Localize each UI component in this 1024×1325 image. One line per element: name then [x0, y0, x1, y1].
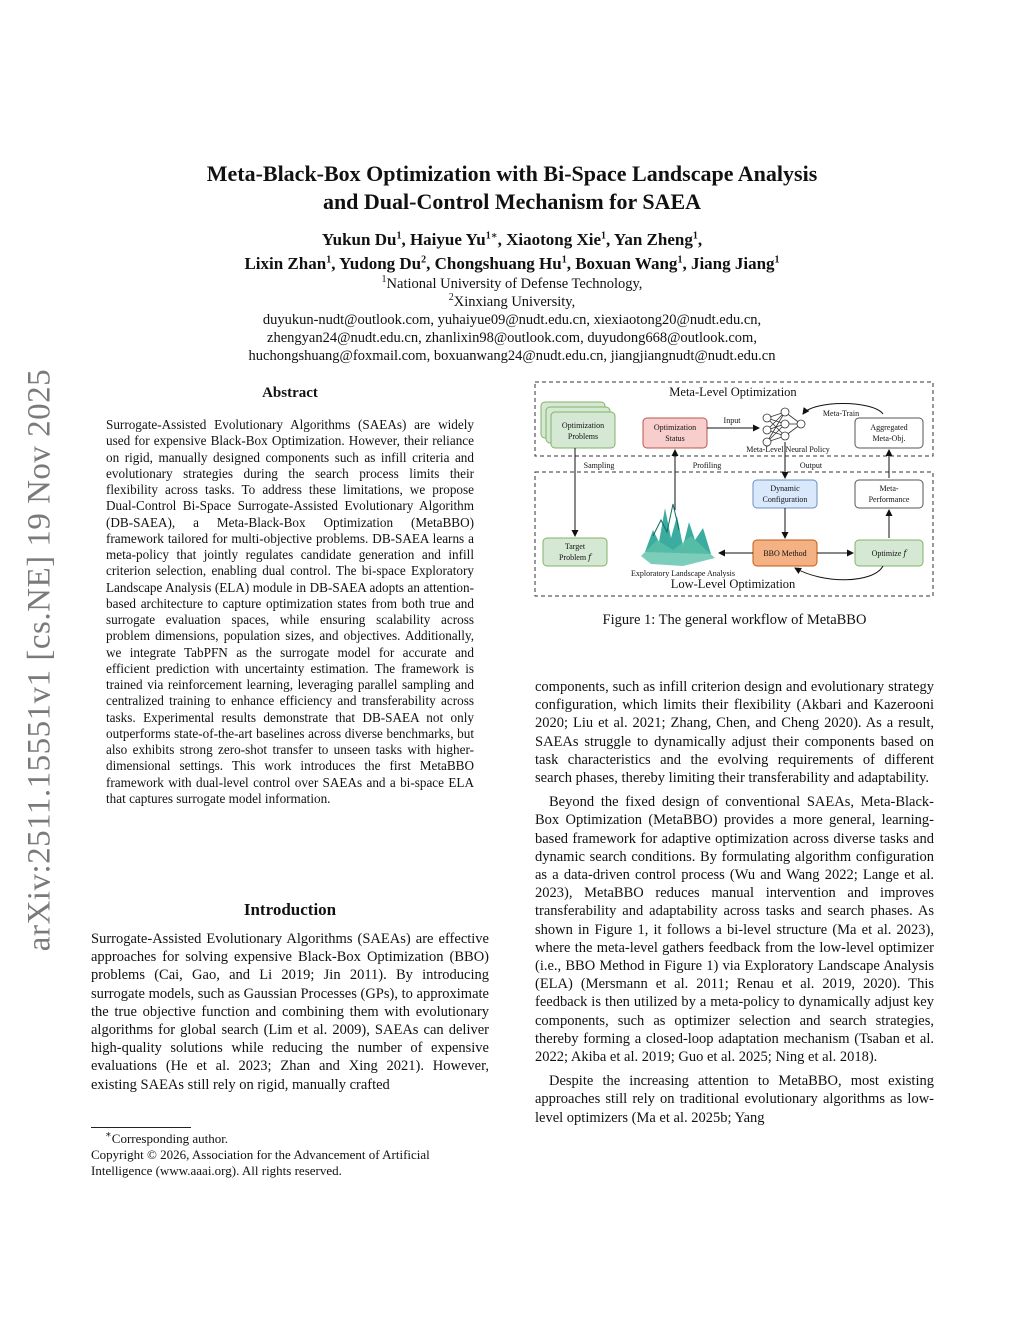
- dynamic-config-label-1: Dynamic: [770, 484, 800, 493]
- landscape-surface-icon: [641, 504, 715, 566]
- introduction-text: Surrogate-Assisted Evolutionary Algorithms (SAEAs) are effective approaches for solving expensive Black-Box Optimization (BBO) problems (Cai, Gao, and Li 2019; Jin 2011). By introducing surrogate models, such as Gaussian Processes (GPs), to approximate the true objective function and combining them with evolutionary algorithms for global search (Lim et al. 2009), SAEAs can deliver high-quality solutions while reducing the number of expensive evaluations (He et al. 2023; Zhan and Xing 2021). However, existing SAEAs still rely on rigid, manually crafted: [91, 931, 489, 1093]
- meta-performance-label-2: Performance: [868, 495, 910, 504]
- author-sup: 1: [601, 230, 607, 242]
- low-level-label: Low-Level Optimization: [670, 577, 796, 591]
- author-sup: 1: [692, 230, 698, 242]
- figure-metabbo-workflow: [533, 380, 935, 600]
- workflow-diagram: [533, 380, 935, 600]
- optimize-f-label: Optimize 𝑓: [871, 549, 907, 558]
- email-line-3: huchongshuang@foxmail.com, boxuanwang24@nudt.edu.cn, jiangjiangnudt@nudt.edu.cn: [248, 348, 776, 364]
- optimize-loop-arrow: [795, 566, 883, 580]
- copyright-note: Copyright © 2026, Association for the Advancement of Artificial Intelligence (www.aaai.org). All rights reserved.: [91, 1147, 430, 1178]
- affiliation-2: $^2$Xinxiang University,: [448, 292, 576, 310]
- affiliation-1: $^1$National University of Defense Technology,: [381, 274, 643, 292]
- author-line-1: Yukun Du$^1$, Haiyue $Yu^{1∗}$, Xiaotong Xie$^1$, Yan Zheng$^1$,: [321, 230, 703, 249]
- figure-caption: Figure 1: The general workflow of MetaBBO: [602, 612, 867, 628]
- aggregated-label-2: Meta-Obj.: [872, 434, 906, 443]
- arxiv-identifier: arXiv:2511.15551v1 [cs.NE] 19 Nov 2025: [21, 368, 58, 952]
- bbo-method-label: BBO Method: [763, 549, 807, 558]
- author-name: Jiang Jiang: [690, 254, 775, 273]
- introduction-heading: Introduction: [243, 900, 337, 919]
- input-label: Input: [723, 416, 741, 425]
- email-line-2: zhengyan24@nudt.edu.cn, zhanlixin98@outlook.com, duyudong668@outlook.com,: [267, 330, 757, 346]
- footnote: [91, 1131, 489, 1179]
- meta-train-label: Meta-Train: [822, 409, 860, 418]
- author-name: Lixin Zhan: [244, 254, 327, 273]
- author-name: Yudong Du: [339, 254, 422, 273]
- optimization-status-label-2: Status: [665, 434, 685, 443]
- ela-label: Exploratory Landscape Analysis: [631, 569, 735, 578]
- corresponding-author-note: ∗Corresponding author.: [105, 1129, 229, 1146]
- author-name: Yan Zheng: [613, 230, 693, 249]
- paper-title: [120, 160, 904, 216]
- author-name: Haiyue Yu: [409, 230, 486, 249]
- author-sup: 1: [774, 254, 780, 266]
- optimization-problems-label-2: Problems: [567, 432, 599, 441]
- optimization-problems-box: [551, 412, 615, 448]
- title-line-1: Meta-Black-Box Optimization with Bi-Space Landscape Analysis: [206, 161, 818, 186]
- footnote-rule: [91, 1127, 191, 1128]
- author-name: Xiaotong Xie: [506, 230, 602, 249]
- paragraph: components, such as infill criterion design and evolutionary strategy configuration, which limits their flexibility (Akbari and Kazerooni 2020; Liu et al. 2021; Zhang, Chen, and Cheng 2020). As a result, SAEAs struggle to dynamically adjust their components based on task characteristics and the evolving requirements of different search phases, thereby limiting their transferability and adaptability.: [535, 679, 934, 787]
- author-name: Boxuan Wang: [575, 254, 678, 273]
- optimization-status-label-1: Optimization: [653, 423, 697, 432]
- neural-network-icon: [763, 408, 805, 446]
- author-list: [120, 228, 904, 276]
- dynamic-config-label-2: Configuration: [762, 495, 808, 504]
- meta-level-label: Meta-Level Optimization: [669, 385, 797, 399]
- aggregated-label-1: Aggregated: [870, 423, 908, 432]
- target-problem-label-2: Problem 𝑓: [558, 553, 592, 562]
- paragraph: Despite the increasing attention to MetaBBO, most existing approaches still rely on traditional evolutionary algorithms as low-level optimizers (Ma et al. 2025b; Yang: [535, 1073, 934, 1126]
- target-problem-label-1: Target: [564, 542, 586, 551]
- author-sup: 1: [396, 230, 402, 242]
- author-line-2: Lixin Zhan$^1$, Yudong Du$^2$, Chongshuang Hu$^1$, Boxuan Wang$^1$, Jiang Jiang$^1$: [244, 254, 780, 273]
- profiling-label: Profiling: [692, 461, 722, 470]
- title-line-2: and Dual-Control Mechanism for SAEA: [322, 189, 702, 214]
- arxiv-sidebar: [0, 360, 80, 960]
- neural-policy-label: Meta-Level Neural Policy: [746, 445, 830, 454]
- paragraph: Beyond the fixed design of conventional SAEAs, Meta-Black-Box Optimization (MetaBBO) provides a more general, learning-based framework for adaptive optimization across diverse tasks and dynamic search conditions. By formulating algorithm configuration as a data-driven control process (Wu and Wang 2022; Lange et al. 2023), MetaBBO reduces manual intervention and improves transferability and adaptability across tasks and search phases. As shown in Figure 1, it follows a bi-level structure (Ma et al. 2023), where the meta-level gathers feedback from the low-level optimizer (i.e., BBO Method in Figure 1) via Exploratory Landscape Analysis (ELA) (Mersmann et al. 2011; Renau et al. 2019, 2020). This feedback is then utilized by a meta-policy to dynamically adjust key components, such as optimizer selection and search strategies, thereby forming a closed-loop adaptation mechanism (Tsaban et al. 2022; Akiba et al. 2019; Guo et al. 2025; Ning et al. 2018).: [535, 794, 934, 1066]
- author-sup: 1: [561, 254, 567, 266]
- author-name: Chongshuang Hu: [434, 254, 562, 273]
- author-sup: 2: [421, 254, 427, 266]
- abstract-text: Surrogate-Assisted Evolutionary Algorithms (SAEAs) are widely used for expensive Black-Box Optimization. However, their reliance on rigid, manually designed components such as infill criteria and evolutionary strategies during the search process limits their flexibility across tasks. To address these limitations, we propose Dual-Control Bi-Space Surrogate-Assisted Evolutionary Algorithm (DB-SAEA), a Meta-Black-Box Optimization (MetaBBO) framework tailored for multi-objective problems. DB-SAEA learns a meta-policy that jointly regulates candidate generation and infill criterion selection, enabling dual control. The bi-space Exploratory Landscape Analysis (ELA) module in DB-SAEA adopts an attention-based architecture to capture optimization states from both true and surrogate evaluation spaces, while ensuring scalability across problem dimensions, population sizes, and objectives. Additionally, we integrate TabPFN as the surrogate model for accurate and efficient prediction with uncertainty estimation. The framework is trained via reinforcement learning, leveraging parallel sampling and centralized training to enhance efficiency and transferability across tasks. Experimental results demonstrate that DB-SAEA not only outperforms state-of-the-art baselines across diverse benchmarks, but also exhibits strong zero-shot transfer to unseen tasks with higher-dimensional settings. This work introduces the first MetaBBO framework with dual-level control over SAEAs and a bi-space ELA that captures surrogate model information.: [106, 417, 474, 806]
- abstract-heading: Abstract: [262, 385, 318, 401]
- right-column-text: [535, 678, 934, 1133]
- author-sup: 1∗: [485, 230, 498, 242]
- author-sup: 1: [677, 254, 683, 266]
- meta-performance-label-1: Meta-: [879, 484, 899, 493]
- output-label: Output: [799, 461, 823, 470]
- affiliations: [120, 275, 904, 365]
- sampling-label: Sampling: [583, 461, 615, 470]
- optimization-problems-label-1: Optimization: [561, 421, 605, 430]
- author-sup: 1: [326, 254, 332, 266]
- author-name: Yukun Du: [321, 230, 397, 249]
- email-line-1: duyukun-nudt@outlook.com, yuhaiyue09@nudt.edu.cn, xiexiaotong20@nudt.edu.cn,: [262, 312, 762, 328]
